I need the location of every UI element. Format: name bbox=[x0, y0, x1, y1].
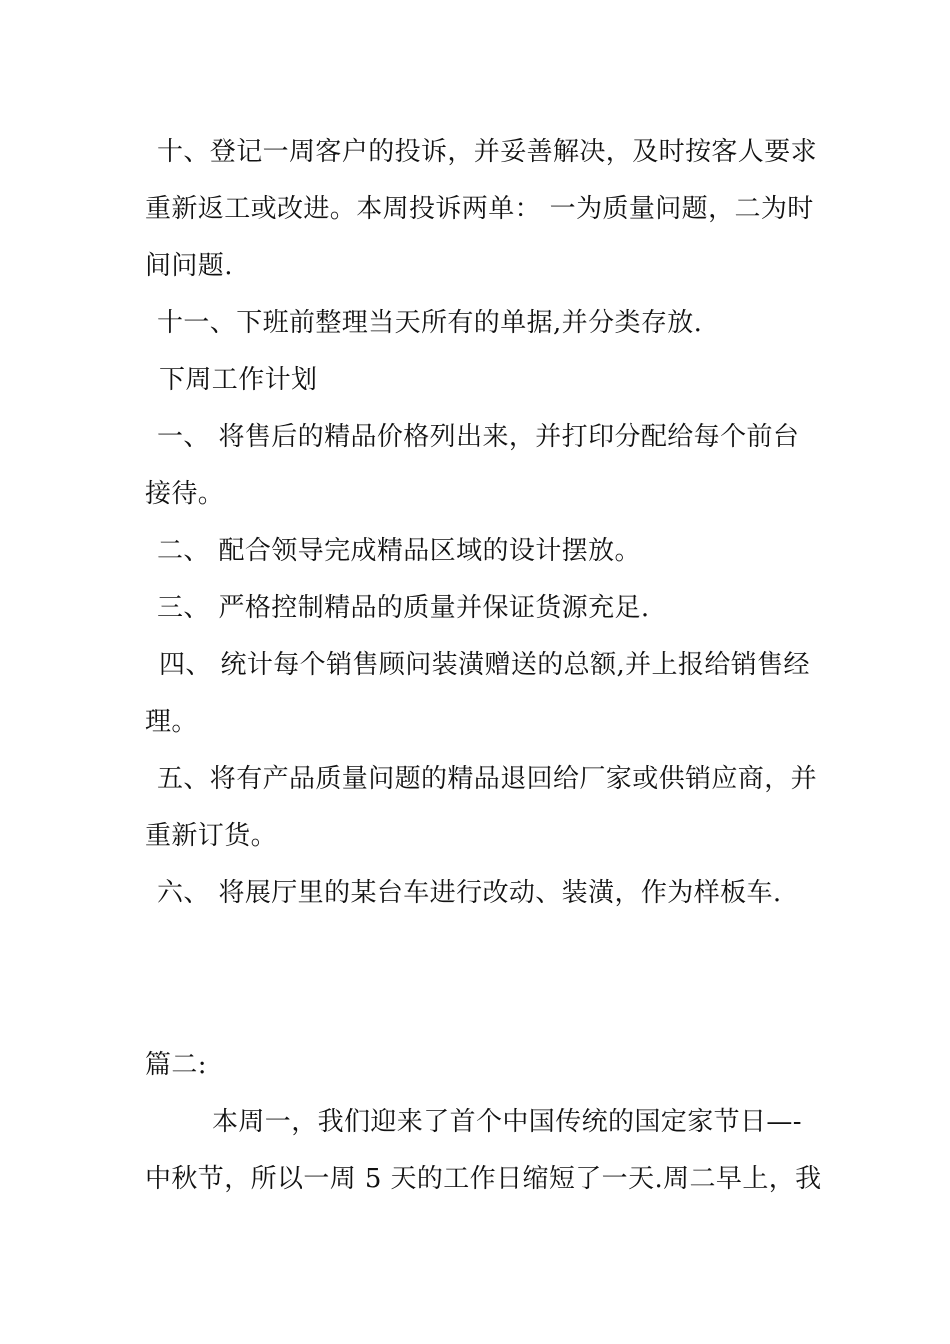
text-line-11: 理。 bbox=[145, 707, 198, 737]
text-line-14: 六、 将展厅里的某台车进行改动、装潢，作为样板车. bbox=[157, 878, 782, 908]
text-line-17: 中秋节，所以一周 5 天的工作日缩短了一天.周二早上，我 bbox=[145, 1164, 822, 1194]
text-line-1: 十、登记一周客户的投诉，并妥善解决，及时按客人要求 bbox=[157, 137, 818, 167]
text-line-9: 三、 严格控制精品的质量并保证货源充足. bbox=[157, 593, 650, 623]
text-line-13: 重新订货。 bbox=[145, 821, 278, 851]
section-heading-next-week-plan: 下周工作计划 bbox=[159, 365, 318, 395]
text-line-7: 接待。 bbox=[145, 479, 225, 509]
section-heading-part-two: 篇二: bbox=[145, 1050, 207, 1080]
text-line-8: 二、 配合领导完成精品区域的设计摆放。 bbox=[157, 536, 641, 566]
text-line-6: 一、 将售后的精品价格列出来，并打印分配给每个前台 bbox=[157, 422, 800, 452]
text-line-2: 重新返工或改进。本周投诉两单： 一为质量问题，二为时 bbox=[145, 194, 814, 224]
text-line-16: 本周一，我们迎来了首个中国传统的国定家节日—- bbox=[212, 1107, 802, 1137]
text-line-10: 四、 统计每个销售顾问装潢赠送的总额,并上报给销售经 bbox=[159, 650, 810, 680]
text-line-3: 间问题. bbox=[145, 251, 233, 281]
text-line-4: 十一、下班前整理当天所有的单据,并分类存放. bbox=[157, 308, 703, 338]
text-line-12: 五、将有产品质量问题的精品退回给厂家或供销应商，并 bbox=[157, 764, 818, 794]
